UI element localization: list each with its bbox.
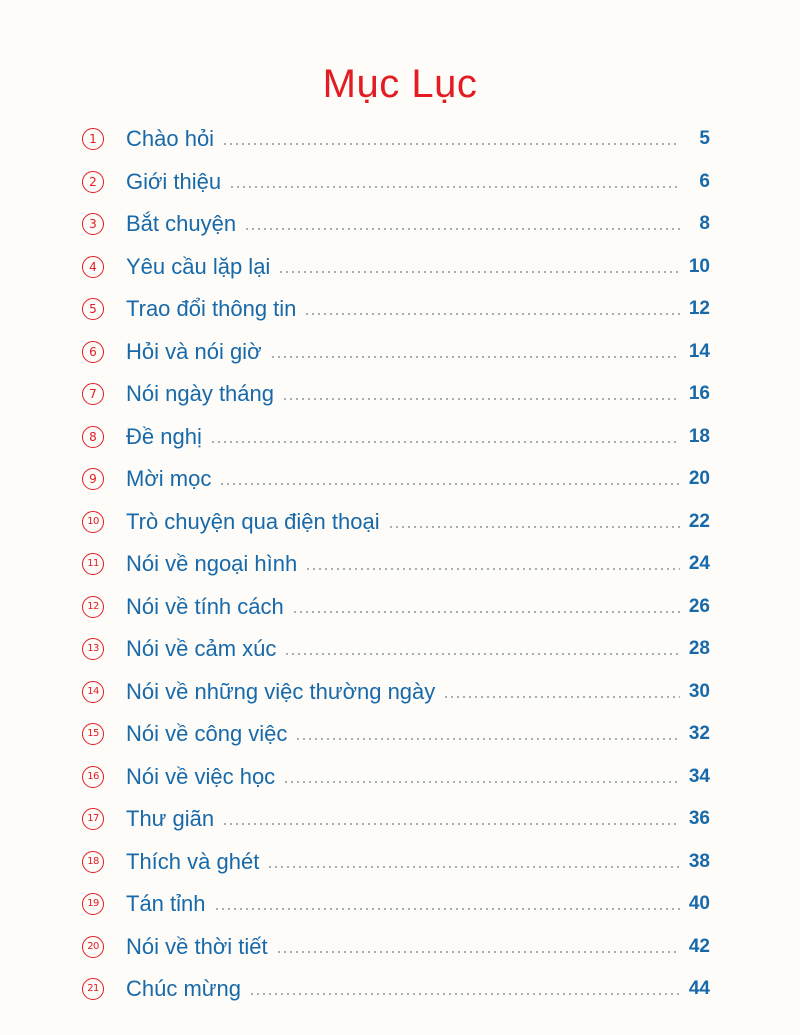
entry-title: Bắt chuyện <box>126 211 237 237</box>
entry-number-badge: 21 <box>82 978 104 1000</box>
dot-leader <box>214 908 681 910</box>
entry-number-badge: 3 <box>82 213 104 235</box>
dot-leader <box>244 228 680 230</box>
dot-leader <box>210 441 680 443</box>
toc-entry[interactable] <box>82 713 710 756</box>
toc-entry[interactable] <box>82 883 710 926</box>
entry-page-number: 36 <box>688 808 710 830</box>
entry-number-badge: 20 <box>82 936 104 958</box>
entry-title: Hỏi và nói giờ <box>126 338 262 364</box>
dot-leader <box>282 398 680 400</box>
entry-number-badge: 10 <box>82 511 104 533</box>
entry-number-badge: 17 <box>82 808 104 830</box>
toc-entry[interactable] <box>82 246 710 289</box>
dot-leader <box>304 313 680 315</box>
entry-page-number: 18 <box>688 425 710 447</box>
toc-entry[interactable] <box>82 416 710 459</box>
entry-page-number: 30 <box>688 680 710 702</box>
toc-entry[interactable] <box>82 373 710 416</box>
entry-number-badge: 18 <box>82 851 104 873</box>
entry-number-badge: 15 <box>82 723 104 745</box>
entry-title: Tán tỉnh <box>126 891 206 917</box>
dot-leader <box>295 738 680 740</box>
dot-leader <box>283 781 680 783</box>
entry-page-number: 16 <box>688 383 710 405</box>
dot-leader <box>270 356 681 358</box>
dot-leader <box>219 483 680 485</box>
toc-entry[interactable] <box>82 501 710 544</box>
toc-entry[interactable] <box>82 798 710 841</box>
entry-number-badge: 2 <box>82 171 104 193</box>
entry-title: Nói về việc học <box>126 763 276 789</box>
entry-number-badge: 9 <box>82 468 104 490</box>
entry-number-badge: 6 <box>82 341 104 363</box>
dot-leader <box>305 568 680 570</box>
dot-leader <box>278 271 680 273</box>
dot-leader <box>222 143 680 145</box>
entry-page-number: 26 <box>688 595 710 617</box>
entry-title: Nói về công việc <box>126 721 288 747</box>
dot-leader <box>229 186 680 188</box>
entry-number-badge: 13 <box>82 638 104 660</box>
toc-entry[interactable] <box>82 841 710 884</box>
toc-entry[interactable] <box>82 968 710 1011</box>
entry-page-number: 5 <box>699 128 710 150</box>
toc-list <box>82 118 710 1011</box>
entry-title: Nói về cảm xúc <box>126 636 277 662</box>
entry-number-badge: 1 <box>82 128 104 150</box>
entry-page-number: 32 <box>688 723 710 745</box>
entry-title: Nói về ngoại hình <box>126 551 298 577</box>
entry-title: Nói ngày tháng <box>126 381 274 407</box>
entry-number-badge: 14 <box>82 681 104 703</box>
entry-title: Chúc mừng <box>126 976 241 1002</box>
entry-number-badge: 7 <box>82 383 104 405</box>
entry-number-badge: 19 <box>82 893 104 915</box>
entry-page-number: 24 <box>688 553 710 575</box>
entry-title: Nói về tính cách <box>126 593 284 619</box>
entry-title: Giới thiệu <box>126 168 222 194</box>
dot-leader <box>267 866 680 868</box>
entry-title: Nói về thời tiết <box>126 933 268 959</box>
entry-page-number: 8 <box>699 213 710 235</box>
dot-leader <box>292 611 680 613</box>
entry-page-number: 44 <box>688 978 710 1000</box>
dot-leader <box>388 526 680 528</box>
toc-entry[interactable] <box>82 203 710 246</box>
toc-entry[interactable] <box>82 586 710 629</box>
entry-page-number: 34 <box>688 765 710 787</box>
entry-page-number: 22 <box>688 510 710 532</box>
entry-page-number: 20 <box>688 468 710 490</box>
entry-page-number: 38 <box>688 850 710 872</box>
dot-leader <box>249 993 680 995</box>
entry-title: Mời mọc <box>126 466 212 492</box>
entry-page-number: 12 <box>688 298 710 320</box>
entry-number-badge: 8 <box>82 426 104 448</box>
toc-entry[interactable] <box>82 926 710 969</box>
entry-title: Trao đổi thông tin <box>126 296 297 322</box>
entry-title: Đề nghị <box>126 423 202 449</box>
entry-number-badge: 4 <box>82 256 104 278</box>
toc-entry[interactable] <box>82 288 710 331</box>
entry-page-number: 40 <box>688 893 710 915</box>
entry-title: Thích và ghét <box>126 848 260 874</box>
entry-number-badge: 12 <box>82 596 104 618</box>
toc-entry[interactable] <box>82 671 710 714</box>
entry-title: Thư giãn <box>126 806 215 832</box>
toc-entry[interactable] <box>82 118 710 161</box>
entry-title: Trò chuyện qua điện thoại <box>126 508 380 534</box>
toc-entry[interactable] <box>82 543 710 586</box>
entry-number-badge: 5 <box>82 298 104 320</box>
dot-leader <box>222 823 680 825</box>
entry-title: Yêu cầu lặp lại <box>126 253 271 279</box>
entry-title: Nói về những việc thường ngày <box>126 678 436 704</box>
toc-entry[interactable] <box>82 756 710 799</box>
toc-entry[interactable] <box>82 161 710 204</box>
toc-entry[interactable] <box>82 458 710 501</box>
entry-page-number: 28 <box>688 638 710 660</box>
toc-entry[interactable] <box>82 331 710 374</box>
dot-leader <box>284 653 680 655</box>
entry-page-number: 10 <box>688 255 710 277</box>
entry-title: Chào hỏi <box>126 126 215 152</box>
toc-entry[interactable] <box>82 628 710 671</box>
dot-leader <box>443 696 680 698</box>
entry-page-number: 42 <box>688 935 710 957</box>
entry-number-badge: 11 <box>82 553 104 575</box>
entry-page-number: 14 <box>688 340 710 362</box>
entry-number-badge: 16 <box>82 766 104 788</box>
page-title: Mục Lục <box>322 62 478 106</box>
entry-page-number: 6 <box>699 170 710 192</box>
dot-leader <box>276 951 680 953</box>
